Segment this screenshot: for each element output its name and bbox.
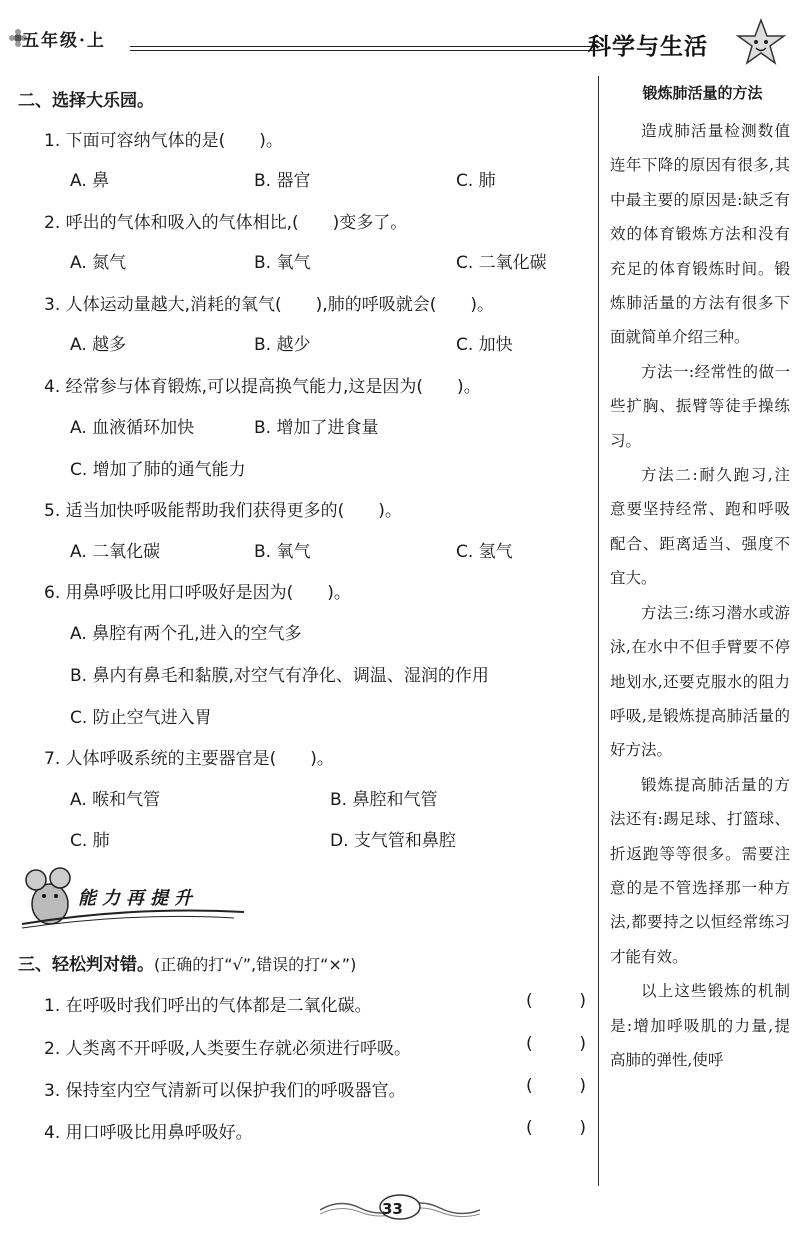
answer-bracket[interactable]: ( ) [526,991,586,1011]
header-rule [130,46,600,47]
sidebar-paragraph: 方法三:练习潜水或游泳,在水中不但手臂要不停地划水,还要克服水的阻力呼吸,是锻炼提高肺活量的好方法。 [610,603,790,760]
section3-title: 三、轻松判对错。 [18,955,154,975]
question-stem: 4. 经常参与体育锻炼,可以提高换气能力,这是因为( )。 [44,377,481,397]
option: A. 越多 [70,335,127,355]
brand-title: 科学与生活 [588,33,708,60]
option: B. 鼻内有鼻毛和黏膜,对空气有净化、调温、湿润的作用 [70,666,489,686]
option: A. 喉和气管 [70,790,161,810]
answer-bracket[interactable]: ( ) [526,1118,586,1138]
option: B. 器官 [254,171,311,191]
option: B. 越少 [254,335,311,355]
question-stem: 6. 用鼻呼吸比用口呼吸好是因为( )。 [44,583,351,603]
question-stem: 5. 适当加快呼吸能帮助我们获得更多的( )。 [44,501,402,521]
answer-bracket[interactable]: ( ) [526,1076,586,1096]
option: C. 加快 [456,335,513,355]
sidebar-paragraph: 锻炼提高肺活量的方法还有:踢足球、打篮球、折返跑等等很多。需要注意的是不管选择那一种方法,都要持之以恒经常练习才能有效。 [610,775,790,966]
sidebar-title: 锻炼肺活量的方法 [642,84,763,102]
option: B. 氧气 [254,253,311,273]
sidebar-paragraph: 方法一:经常性的做一些扩胸、振臂等徒手操练习。 [610,362,790,450]
question-stem: 2. 呼出的气体和吸入的气体相比,( )变多了。 [44,213,408,233]
header-rule-thin [130,50,600,51]
option: A. 鼻 [70,171,110,191]
judgment-item: 4. 用口呼吸比用鼻呼吸好。 [44,1123,253,1143]
option: C. 二氧化碳 [456,253,547,273]
judgment-item: 3. 保持室内空气清新可以保护我们的呼吸器官。 [44,1081,406,1101]
answer-bracket[interactable]: ( ) [526,1034,586,1054]
sidebar-divider [598,76,599,1186]
grade-label: 五年级·上 [22,31,106,51]
judgment-item: 1. 在呼吸时我们呼出的气体都是二氧化碳。 [44,996,372,1016]
option: C. 增加了肺的通气能力 [70,460,246,480]
star-mascot-icon [736,18,786,68]
option: B. 鼻腔和气管 [330,790,438,810]
question-stem: 3. 人体运动量越大,消耗的氧气( ),肺的呼吸就会( )。 [44,295,494,315]
sidebar-paragraph: 方法二:耐久跑习,注意要坚持经常、跑和呼吸配合、距离适当、强度不宜大。 [610,466,790,588]
option: D. 支气管和鼻腔 [330,831,456,851]
section3-heading [18,950,356,975]
option: A. 氮气 [70,253,127,273]
section2-title: 二、选择大乐园。 [18,91,154,111]
option: A. 血液循环加快 [70,418,195,438]
option: B. 增加了进食量 [254,418,379,438]
sidebar-body [610,114,790,1077]
option: B. 氧气 [254,542,311,562]
option: A. 二氧化碳 [70,542,161,562]
option: C. 肺 [456,171,496,191]
option: A. 鼻腔有两个孔,进入的空气多 [70,624,302,644]
option: C. 防止空气进入胃 [70,708,212,728]
question-stem: 7. 人体呼吸系统的主要器官是( )。 [44,749,334,769]
section3-note: (正确的打“√”,错误的打“×”) [154,955,357,974]
page-number: 33 [382,1200,403,1218]
ability-banner-label: 能力再提升 [78,888,198,909]
question-stem: 1. 下面可容纳气体的是( )。 [44,131,283,151]
sidebar-paragraph: 以上这些锻炼的机制是:增加呼吸肌的力量,提高肺的弹性,使呼 [610,982,790,1069]
option: C. 氢气 [456,542,513,562]
judgment-item: 2. 人类离不开呼吸,人类要生存就必须进行呼吸。 [44,1039,412,1059]
sidebar-paragraph: 造成肺活量检测数值连年下降的原因有很多,其中最主要的原因是:缺乏有效的体育锻炼方法和没有充足的体育锻炼时间。锻炼肺活量的方法有很多下面就简单介绍三种。 [610,122,790,347]
option: C. 肺 [70,831,110,851]
